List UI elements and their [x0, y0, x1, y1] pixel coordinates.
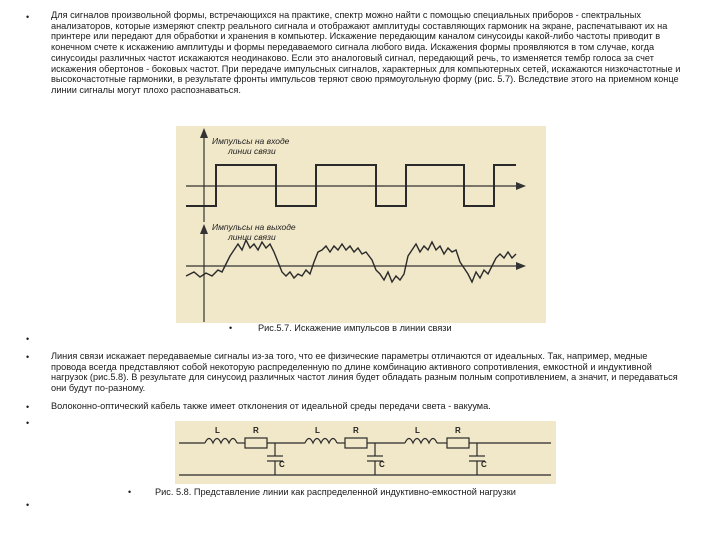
- bottom-label-line1: Импульсы на выходе: [212, 222, 296, 232]
- bullet: •: [229, 323, 233, 333]
- figure-caption-5-7: Рис.5.7. Искажение импульсов в линии связи: [258, 323, 452, 333]
- top-label-line1: Импульсы на входе: [212, 136, 290, 146]
- bullet: •: [26, 402, 30, 412]
- paragraph-spectrum: Для сигналов произвольной формы, встречающихся на практике, спектр можно найти с помощью специальных приборов - спектральных анализаторов, которые измеряют спектр реального сигнала и отображают амплитуды составляющих гармоник на экране, распечатывают их на принтере или передают для обработки и хранения в компьютер. Искажение передающим каналом синусоиды какой-либо частоты приводит в конечном счете к искажению амплитуды и формы передаваемого сигнала любого вида. Искажения формы проявляются в том случае, когда синусоиды различных частот искажаются неодинаково. Если это аналоговый сигнал, передающий речь, то изменяется тембр голоса за счет искажения обертонов - боковых частот. При передаче импульсных сигналов, характерных для компьютерных сетей, искажаются низкочастотные и высокочастотные гармоники, в результате фронты импульсов теряют свою прямоугольную форму (рис. 5.7). Вследствие этого на приемном конце линии сигналы могут плохо распознаваться.: [51, 10, 681, 95]
- label-l2: L: [315, 426, 320, 435]
- figure-distributed-line: [175, 421, 556, 484]
- bullet: •: [128, 487, 132, 497]
- label-r3: R: [455, 426, 461, 435]
- label-r2: R: [353, 426, 359, 435]
- bullet: •: [26, 418, 30, 428]
- label-l3: L: [415, 426, 420, 435]
- bullet: •: [26, 12, 30, 22]
- label-c2: C: [379, 460, 385, 469]
- paragraph-line-distortion: Линия связи искажает передаваемые сигналы из-за того, что ее физические параметры отличаются от идеальных. Так, например, медные провода всегда представляют собой некоторую распределенную по длине комбинацию активного сопротивления, емкостной и индуктивной нагрузок (рис.5.8). В результате для синусоид различных частот линия будет обладать разным полным сопротивлением, а значит, и передаваться они будут по-разному.: [51, 351, 678, 394]
- figure-caption-5-8: Рис. 5.8. Представление линии как распределенной индуктивно-емкостной нагрузки: [155, 487, 516, 497]
- paragraph-fiber: Волоконно-оптический кабель также имеет отклонения от идеальной среды передачи света - вакуума.: [51, 401, 491, 411]
- figure-pulse-distortion: [176, 126, 546, 323]
- label-c3: C: [481, 460, 487, 469]
- top-label-line2: линии связи: [228, 146, 276, 156]
- bullet: •: [26, 352, 30, 362]
- label-r1: R: [253, 426, 259, 435]
- bullet: •: [26, 500, 30, 510]
- label-l1: L: [215, 426, 220, 435]
- bottom-label-line2: линии связи: [228, 232, 276, 242]
- bullet: •: [26, 334, 30, 344]
- label-c1: C: [279, 460, 285, 469]
